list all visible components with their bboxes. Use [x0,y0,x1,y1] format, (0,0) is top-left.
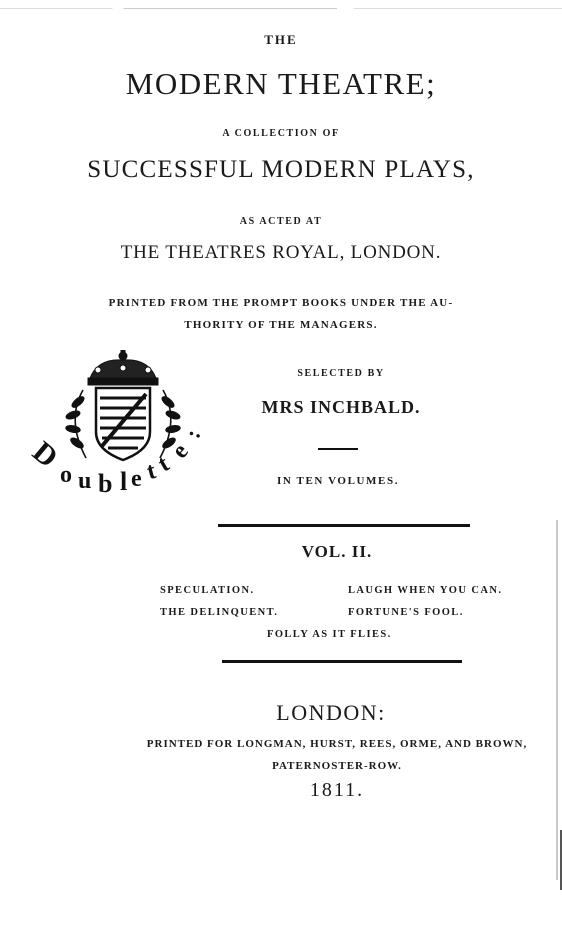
library-stamp [28,350,218,510]
imprint-city: LONDON: [276,700,386,725]
short-rule [318,448,358,450]
editor-name: MRS INCHBALD. [261,397,421,417]
play-fortunes-fool: FORTUNE'S FOOL. [348,607,464,618]
theatres-line: THE THEATRES ROYAL, LONDON. [120,242,442,263]
svg-text::: : [179,426,206,442]
svg-text:t: t [144,458,159,486]
svg-text:e: e [131,466,142,492]
printed-line-2: THORITY OF THE MANAGERS. [184,319,378,331]
subtitle: SUCCESSFUL MODERN PLAYS, [87,156,475,183]
volume-number: VOL. II. [301,542,373,561]
svg-text:b: b [98,469,113,498]
svg-text:o: o [60,462,72,488]
title-article: THE [264,32,298,47]
divider-lower [222,660,462,663]
main-title: MODERN THEATRE; [125,66,437,101]
printed-line-1: PRINTED FROM THE PROMPT BOOKS UNDER THE AU- [108,297,454,309]
imprint-printer: PRINTED FOR LONGMAN, HURST, REES, ORME, AND BROWN, [146,738,528,750]
imprint-address: PATERNOSTER-ROW. [272,760,402,772]
play-laugh-when-you-can: LAUGH WHEN YOU CAN. [348,585,503,596]
play-folly-as-it-flies: FOLLY AS IT FLIES. [267,629,392,640]
collection-label: A COLLECTION OF [222,128,340,139]
selected-by-label: SELECTED BY [297,368,385,379]
svg-text:e: e [166,438,194,464]
imprint-year: 1811. [309,779,365,801]
svg-text:l: l [120,467,128,496]
play-speculation: SPECULATION. [160,585,255,596]
as-acted-label: AS ACTED AT [239,216,323,227]
svg-text:D: D [28,435,65,475]
crowned-coat-of-arms-icon [28,350,218,510]
volumes-label: IN TEN VOLUMES. [276,475,400,487]
svg-text:t: t [153,450,174,478]
play-the-delinquent: THE DELINQUENT. [160,607,279,618]
page-edge-top [0,8,562,9]
svg-text:u: u [78,468,92,494]
divider-upper [218,524,470,527]
